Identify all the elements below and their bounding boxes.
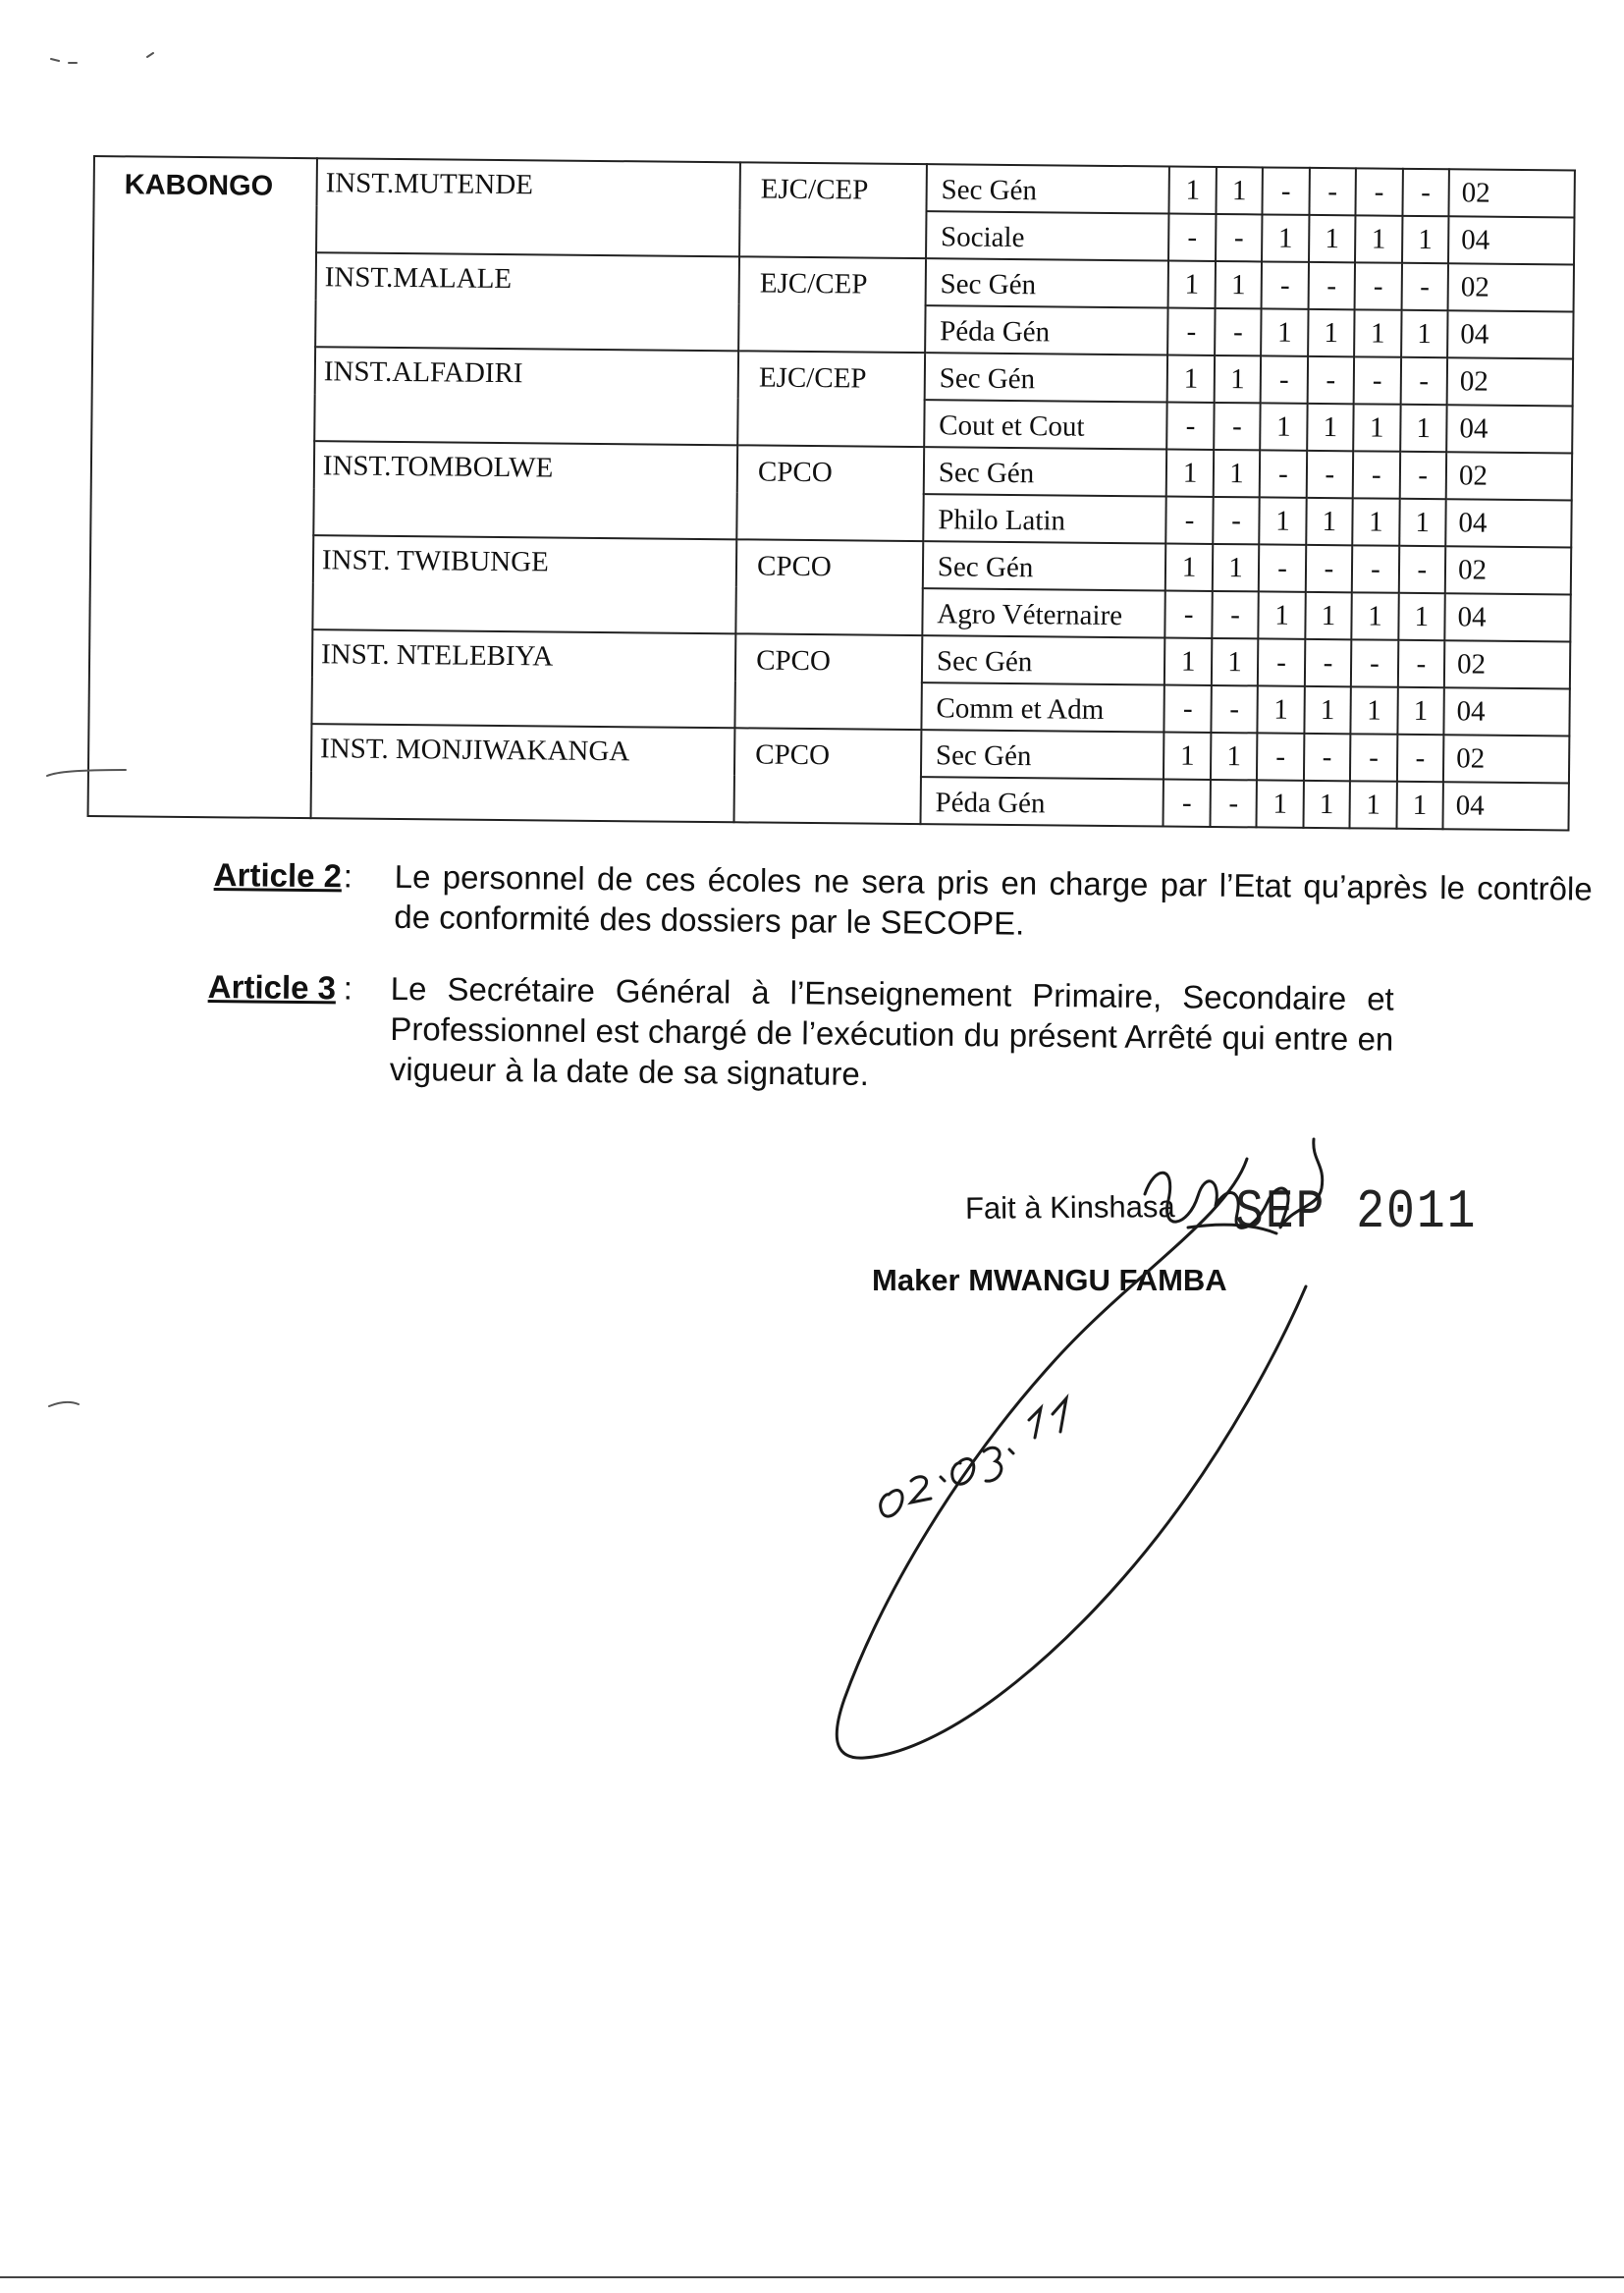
class-count-cell: 1	[1260, 403, 1307, 450]
class-count-cell: -	[1167, 403, 1215, 450]
schools-table	[87, 155, 1576, 831]
class-count-cell: -	[1353, 451, 1400, 498]
class-count-cell: 1	[1354, 309, 1401, 356]
class-count-cell: -	[1400, 357, 1447, 405]
class-count-cell: 1	[1307, 404, 1354, 451]
place-of-signing: Fait à Kinshasa	[964, 1189, 1175, 1226]
school-regime-cell: CPCO	[734, 633, 922, 730]
class-count-cell: 1	[1309, 215, 1356, 262]
class-count-cell: -	[1260, 450, 1307, 497]
class-count-cell: -	[1167, 308, 1215, 355]
class-count-cell: -	[1166, 497, 1214, 544]
option-cell: Cout et Cout	[924, 400, 1167, 449]
class-count-cell: 1	[1214, 355, 1261, 403]
class-count-cell: -	[1308, 262, 1355, 309]
class-count-cell: 1	[1399, 499, 1446, 546]
class-count-cell: 1	[1259, 591, 1306, 638]
class-count-cell: -	[1259, 544, 1306, 591]
class-count-cell: -	[1168, 214, 1216, 261]
class-count-cell: 1	[1166, 450, 1214, 497]
class-count-cell: 1	[1262, 214, 1309, 261]
class-count-cell: 1	[1305, 592, 1352, 639]
class-count-cell: -	[1355, 262, 1402, 309]
class-count-cell: -	[1399, 452, 1446, 499]
total-cell: 04	[1442, 782, 1568, 830]
school-regime-cell: EJC/CEP	[739, 162, 927, 258]
class-count-cell: -	[1214, 403, 1261, 450]
option-cell: Sec Gén	[924, 353, 1167, 402]
class-count-cell: 1	[1306, 498, 1353, 545]
class-count-cell: 1	[1260, 497, 1307, 544]
total-cell: 02	[1444, 640, 1570, 688]
school-name-cell: INST.MUTENDE	[316, 158, 740, 256]
class-count-cell: -	[1305, 545, 1352, 592]
table-row	[94, 156, 1575, 217]
class-count-cell: 1	[1261, 308, 1308, 355]
class-count-cell: -	[1402, 169, 1449, 216]
class-count-cell: -	[1350, 734, 1397, 781]
class-count-cell: 1	[1400, 405, 1447, 452]
class-count-cell: 1	[1304, 686, 1351, 734]
class-count-cell: 1	[1355, 215, 1402, 262]
class-count-cell: 1	[1215, 261, 1262, 308]
class-count-cell: -	[1211, 685, 1258, 733]
total-cell: 02	[1446, 452, 1572, 500]
class-count-cell: 1	[1164, 638, 1212, 685]
school-name-cell: INST.TOMBOLWE	[313, 441, 737, 539]
school-name-cell: INST.ALFADIRI	[314, 347, 738, 445]
class-count-cell: -	[1262, 261, 1309, 308]
class-count-cell: -	[1354, 356, 1401, 404]
class-count-cell: 1	[1353, 404, 1400, 451]
option-cell: Sec Gén	[921, 730, 1164, 779]
school-regime-cell: EJC/CEP	[737, 351, 925, 447]
class-count-cell: -	[1216, 214, 1263, 261]
class-count-cell: 1	[1351, 592, 1398, 639]
option-cell: Péda Gén	[920, 777, 1164, 826]
total-cell: 02	[1443, 735, 1569, 783]
class-count-cell: -	[1258, 638, 1305, 685]
class-count-cell: 1	[1397, 687, 1444, 735]
school-name-cell: INST. MONJIWAKANGA	[310, 724, 734, 822]
class-count-cell: -	[1356, 168, 1403, 215]
schools-table-container	[87, 155, 1576, 831]
class-count-cell: -	[1398, 546, 1445, 593]
class-count-cell: 1	[1402, 216, 1449, 263]
class-count-cell: -	[1164, 685, 1212, 733]
class-count-cell: 1	[1212, 638, 1259, 685]
school-regime-cell: CPCO	[734, 728, 922, 824]
class-count-cell: -	[1306, 451, 1353, 498]
class-count-cell: 1	[1216, 167, 1263, 214]
option-cell: Sec Gén	[924, 447, 1167, 496]
class-count-cell: 1	[1213, 544, 1260, 591]
school-regime-cell: CPCO	[736, 445, 924, 541]
scan-edge-line	[0, 2276, 1624, 2278]
total-cell: 04	[1447, 310, 1573, 358]
option-cell: Sociale	[926, 211, 1169, 260]
class-count-cell: 1	[1169, 167, 1217, 214]
total-cell: 04	[1445, 499, 1571, 547]
option-cell: Sec Gén	[926, 164, 1169, 213]
class-count-cell: -	[1304, 734, 1351, 781]
signatory-name: Maker MWANGU FAMBA	[872, 1263, 1227, 1297]
class-count-cell: 1	[1258, 685, 1305, 733]
school-name-cell: INST.MALALE	[315, 252, 739, 351]
class-count-cell: -	[1165, 591, 1213, 638]
option-cell: Agro Véternaire	[922, 588, 1165, 637]
class-count-cell: 1	[1350, 781, 1397, 828]
class-count-cell: -	[1397, 640, 1444, 687]
class-count-cell: 1	[1351, 686, 1398, 734]
class-count-cell: -	[1307, 356, 1354, 404]
class-count-cell: 1	[1168, 261, 1216, 308]
class-count-cell: -	[1309, 168, 1356, 215]
class-count-cell: 1	[1396, 782, 1443, 829]
school-regime-cell: EJC/CEP	[738, 256, 926, 353]
class-count-cell: 1	[1211, 733, 1258, 780]
class-count-cell: 1	[1303, 781, 1350, 828]
class-count-cell: -	[1257, 733, 1304, 780]
territory-cell: KABONGO	[88, 156, 317, 818]
class-count-cell: -	[1164, 779, 1211, 826]
total-cell: 02	[1448, 169, 1574, 217]
class-count-cell: -	[1261, 355, 1308, 403]
article-3-label: Article 3	[207, 967, 337, 1007]
class-count-cell: -	[1397, 735, 1444, 782]
class-count-cell: -	[1263, 167, 1310, 214]
class-count-cell: 1	[1164, 732, 1211, 779]
option-cell: Péda Gén	[925, 305, 1168, 355]
class-count-cell: 1	[1352, 498, 1399, 545]
class-count-cell: -	[1215, 308, 1262, 355]
school-regime-cell: CPCO	[735, 539, 923, 635]
class-count-cell: 1	[1398, 593, 1445, 640]
article-3-text: Le Secrétaire Général à l’Enseignement Primaire, Secondaire et Professionnel est chargé de l’exécution du présent Arrêté qui entre en vigueur à la date de sa signature.	[389, 969, 1394, 1093]
class-count-cell: 1	[1401, 310, 1448, 357]
option-cell: Philo Latin	[923, 494, 1166, 543]
total-cell: 04	[1448, 216, 1574, 264]
scan-speck	[51, 53, 153, 63]
total-cell: 02	[1445, 546, 1571, 594]
school-name-cell: INST. NTELEBIYA	[311, 629, 735, 728]
total-cell: 04	[1446, 405, 1572, 453]
total-cell: 02	[1447, 357, 1573, 406]
class-count-cell: -	[1213, 497, 1260, 544]
class-count-cell: -	[1210, 780, 1257, 827]
total-cell: 02	[1448, 263, 1574, 311]
class-count-cell: -	[1352, 545, 1399, 592]
class-count-cell: -	[1212, 591, 1259, 638]
class-count-cell: 1	[1308, 309, 1355, 356]
table-body	[88, 156, 1575, 830]
article-3-colon: :	[343, 969, 353, 1007]
class-count-cell: 1	[1257, 780, 1304, 827]
total-cell: 04	[1443, 687, 1569, 736]
article-2-label: Article 2	[213, 855, 343, 895]
article-2-colon: :	[343, 857, 353, 895]
class-count-cell: 1	[1214, 450, 1261, 497]
class-count-cell: 1	[1167, 355, 1215, 403]
date-stamp: SEP 2011	[1235, 1181, 1478, 1244]
class-count-cell: 1	[1165, 544, 1213, 591]
option-cell: Comm et Adm	[921, 682, 1164, 732]
class-count-cell: -	[1351, 639, 1398, 686]
class-count-cell: -	[1305, 639, 1352, 686]
article-2-text: Le personnel de ces écoles ne sera pris en charge par l’Etat qu’après le contrôle de conformité des dossiers par le SECOPE.	[394, 857, 1593, 942]
option-cell: Sec Gén	[925, 258, 1168, 307]
school-name-cell: INST. TWIBUNGE	[312, 535, 736, 633]
class-count-cell: -	[1401, 263, 1448, 310]
total-cell: 04	[1444, 593, 1570, 641]
option-cell: Sec Gén	[922, 635, 1165, 684]
option-cell: Sec Gén	[923, 541, 1166, 590]
